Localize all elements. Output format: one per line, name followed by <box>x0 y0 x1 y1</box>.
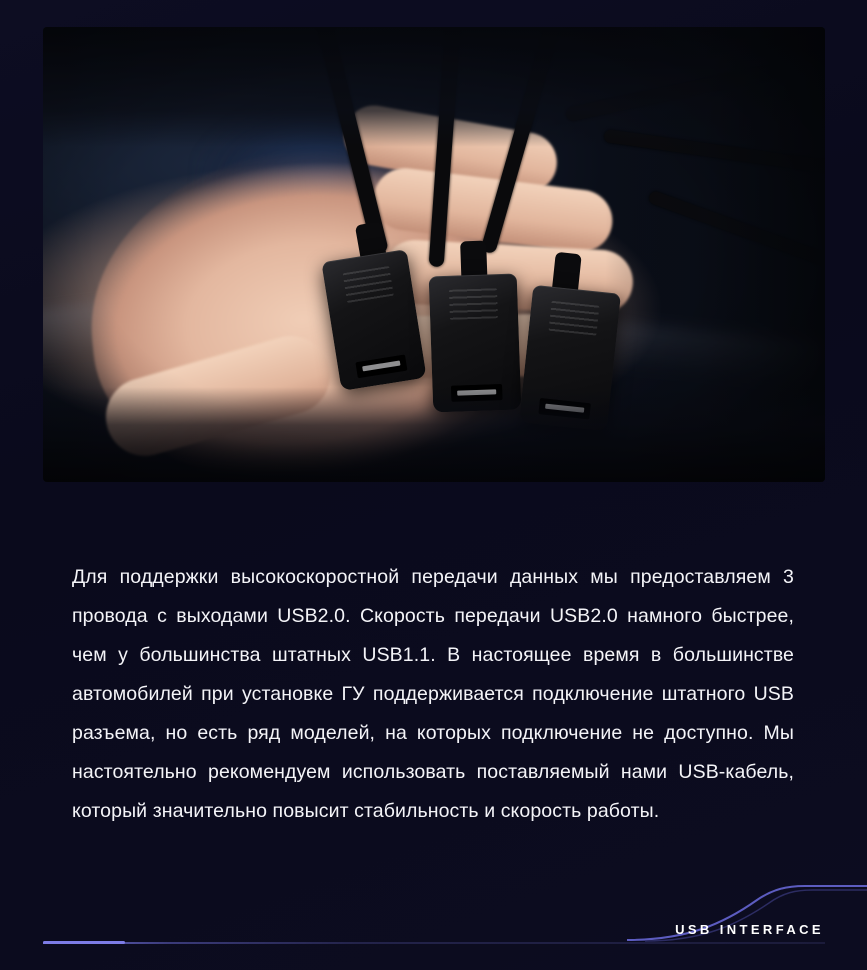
footer-divider <box>43 942 825 944</box>
usb-connector-2-label <box>449 288 498 320</box>
usb-connector-1-port <box>355 355 407 379</box>
footer <box>0 880 867 970</box>
photo-background <box>43 27 825 482</box>
usb-connector-1-label <box>343 266 394 303</box>
description-paragraph: Для поддержки высокоскоростной передачи данных мы предоставляем 3 провода с выходами USB2.0. Скорость передачи USB2.0 намного быстрее, чем у большинства штатных USB1.1. В настоящее время в большинстве автомобилей при установке ГУ поддерживается подключение штатного USB разъема, но есть ряд моделей, на которых подключение не доступно. Мы настоятельно рекомендуем использовать поставляемый нами USB-кабель, который значительно повысит стабильность и скорость работы. <box>72 565 794 822</box>
usb-connector-3-label <box>549 301 600 336</box>
footer-label: USB INTERFACE <box>675 922 824 937</box>
footer-divider-accent <box>43 941 125 944</box>
usb-cables-in-hand-photo <box>43 27 825 482</box>
photo-shadow-bottom <box>43 387 825 482</box>
